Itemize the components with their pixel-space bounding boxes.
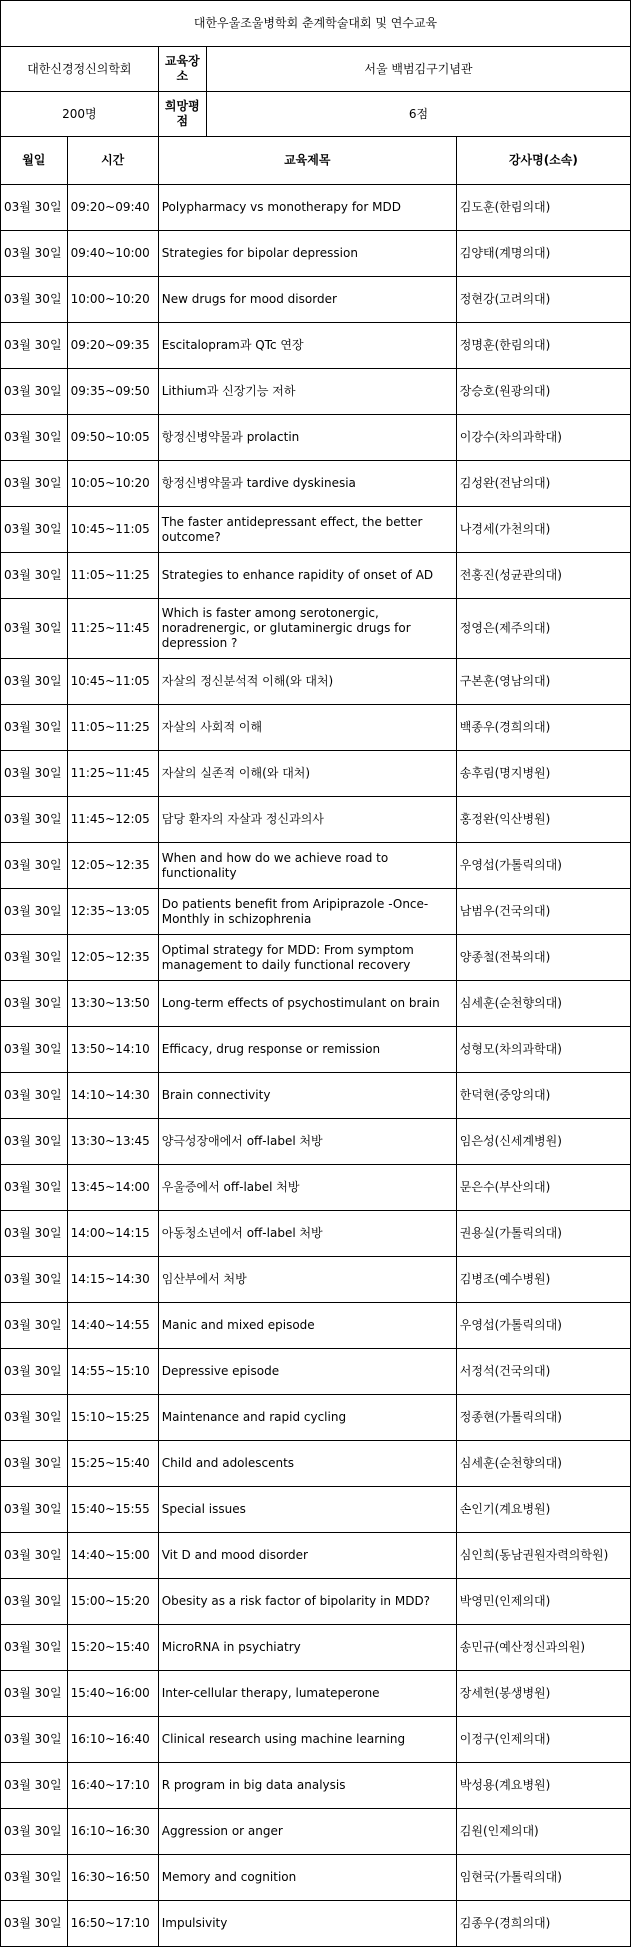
session-date: 03월 30일	[1, 659, 68, 705]
session-time: 14:40~14:55	[67, 1303, 158, 1349]
event-title: 대한우울조울병학회 춘계학술대회 및 연수교육	[1, 1, 631, 47]
session-speaker: 장세헌(봉생병원)	[456, 1671, 630, 1717]
session-date: 03월 30일	[1, 599, 68, 659]
session-speaker: 한덕현(중앙의대)	[456, 1073, 630, 1119]
session-title: Polypharmacy vs monotherapy for MDD	[158, 185, 456, 231]
table-row	[1, 1349, 631, 1395]
session-speaker: 홍정완(익산병원)	[456, 797, 630, 843]
session-title: Obesity as a risk factor of bipolarity in MDD?	[158, 1579, 456, 1625]
session-speaker: 서정석(건국의대)	[456, 1349, 630, 1395]
session-title: Strategies for bipolar depression	[158, 231, 456, 277]
session-speaker: 정명훈(한림의대)	[456, 323, 630, 369]
session-speaker: 박영민(인제의대)	[456, 1579, 630, 1625]
table-row	[1, 1717, 631, 1763]
session-title: 자살의 사회적 이해	[158, 705, 456, 751]
table-row	[1, 981, 631, 1027]
session-speaker: 남범우(건국의대)	[456, 889, 630, 935]
column-header-title: 교육제목	[158, 137, 456, 185]
session-date: 03월 30일	[1, 1487, 68, 1533]
session-speaker: 박성용(계요병원)	[456, 1763, 630, 1809]
session-speaker: 심인희(동남권원자력의학원)	[456, 1533, 630, 1579]
session-speaker: 송민규(예산정신과의원)	[456, 1625, 630, 1671]
table-row	[1, 1119, 631, 1165]
session-date: 03월 30일	[1, 1303, 68, 1349]
table-row	[1, 1441, 631, 1487]
session-time: 15:25~15:40	[67, 1441, 158, 1487]
session-title: 자살의 실존적 이해(와 대처)	[158, 751, 456, 797]
column-header-speaker: 강사명(소속)	[456, 137, 630, 185]
session-time: 16:50~17:10	[67, 1901, 158, 1947]
column-header-time: 시간	[67, 137, 158, 185]
table-row	[1, 1901, 631, 1947]
session-time: 10:00~10:20	[67, 277, 158, 323]
session-date: 03월 30일	[1, 1395, 68, 1441]
session-date: 03월 30일	[1, 1625, 68, 1671]
venue-label: 교육장소	[158, 47, 206, 92]
session-time: 16:10~16:40	[67, 1717, 158, 1763]
session-speaker: 문은수(부산의대)	[456, 1165, 630, 1211]
session-date: 03월 30일	[1, 843, 68, 889]
session-speaker: 임현국(가톨릭의대)	[456, 1855, 630, 1901]
session-title: Optimal strategy for MDD: From symptom management to daily functional recovery	[158, 935, 456, 981]
session-time: 13:45~14:00	[67, 1165, 158, 1211]
session-time: 16:40~17:10	[67, 1763, 158, 1809]
session-speaker: 전홍진(성균관의대)	[456, 553, 630, 599]
session-time: 14:15~14:30	[67, 1257, 158, 1303]
session-title: Lithium과 신장기능 저하	[158, 369, 456, 415]
session-title: 담당 환자의 자살과 정신과의사	[158, 797, 456, 843]
session-speaker: 김병조(예수병원)	[456, 1257, 630, 1303]
table-row	[1, 1027, 631, 1073]
session-time: 14:00~14:15	[67, 1211, 158, 1257]
session-speaker: 성형모(차의과학대)	[456, 1027, 630, 1073]
session-time: 15:20~15:40	[67, 1625, 158, 1671]
session-title: 우울증에서 off-label 처방	[158, 1165, 456, 1211]
table-row	[1, 1809, 631, 1855]
session-date: 03월 30일	[1, 1901, 68, 1947]
session-time: 14:40~15:00	[67, 1533, 158, 1579]
session-speaker: 이정구(인제의대)	[456, 1717, 630, 1763]
session-date: 03월 30일	[1, 981, 68, 1027]
session-time: 14:10~14:30	[67, 1073, 158, 1119]
session-time: 12:05~12:35	[67, 843, 158, 889]
session-date: 03월 30일	[1, 889, 68, 935]
session-title: MicroRNA in psychiatry	[158, 1625, 456, 1671]
session-speaker: 김도훈(한림의대)	[456, 185, 630, 231]
table-row	[1, 659, 631, 705]
session-time: 15:40~15:55	[67, 1487, 158, 1533]
session-title: Long-term effects of psychostimulant on brain	[158, 981, 456, 1027]
session-title: Vit D and mood disorder	[158, 1533, 456, 1579]
session-title: Impulsivity	[158, 1901, 456, 1947]
session-title: Efficacy, drug response or remission	[158, 1027, 456, 1073]
session-speaker: 김원(인제의대)	[456, 1809, 630, 1855]
session-time: 09:35~09:50	[67, 369, 158, 415]
credits-label: 희망평점	[158, 92, 206, 137]
session-time: 11:25~11:45	[67, 599, 158, 659]
table-row	[1, 1579, 631, 1625]
session-speaker: 장승호(원광의대)	[456, 369, 630, 415]
session-date: 03월 30일	[1, 1579, 68, 1625]
session-date: 03월 30일	[1, 705, 68, 751]
session-date: 03월 30일	[1, 1073, 68, 1119]
session-time: 09:40~10:00	[67, 231, 158, 277]
session-speaker: 정현강(고려의대)	[456, 277, 630, 323]
table-row	[1, 1487, 631, 1533]
session-time: 09:50~10:05	[67, 415, 158, 461]
session-date: 03월 30일	[1, 277, 68, 323]
session-date: 03월 30일	[1, 1533, 68, 1579]
session-time: 12:35~13:05	[67, 889, 158, 935]
table-row	[1, 231, 631, 277]
session-time: 10:45~11:05	[67, 507, 158, 553]
session-title: Clinical research using machine learning	[158, 1717, 456, 1763]
session-date: 03월 30일	[1, 1441, 68, 1487]
table-row	[1, 1073, 631, 1119]
session-speaker: 심세훈(순천향의대)	[456, 981, 630, 1027]
session-time: 16:30~16:50	[67, 1855, 158, 1901]
session-title: Manic and mixed episode	[158, 1303, 456, 1349]
session-speaker: 구본훈(영남의대)	[456, 659, 630, 705]
session-title: 아동청소년에서 off-label 처방	[158, 1211, 456, 1257]
table-row	[1, 1257, 631, 1303]
session-date: 03월 30일	[1, 553, 68, 599]
session-title: Which is faster among serotonergic, noradrenergic, or glutaminergic drugs for depression ?	[158, 599, 456, 659]
session-speaker: 김양태(계명의대)	[456, 231, 630, 277]
session-date: 03월 30일	[1, 751, 68, 797]
session-speaker: 송후림(명지병원)	[456, 751, 630, 797]
session-date: 03월 30일	[1, 1027, 68, 1073]
table-row	[1, 1533, 631, 1579]
session-title: Depressive episode	[158, 1349, 456, 1395]
session-title: Special issues	[158, 1487, 456, 1533]
session-date: 03월 30일	[1, 507, 68, 553]
session-time: 16:10~16:30	[67, 1809, 158, 1855]
session-title: 항정신병약물과 tardive dyskinesia	[158, 461, 456, 507]
session-speaker: 나경세(가천의대)	[456, 507, 630, 553]
session-time: 13:30~13:50	[67, 981, 158, 1027]
session-title: Inter-cellular therapy, lumateperone	[158, 1671, 456, 1717]
session-speaker: 김성완(전남의대)	[456, 461, 630, 507]
table-row	[1, 1395, 631, 1441]
session-speaker: 이강수(차의과학대)	[456, 415, 630, 461]
table-row	[1, 553, 631, 599]
session-date: 03월 30일	[1, 935, 68, 981]
session-date: 03월 30일	[1, 323, 68, 369]
column-header-row	[1, 137, 631, 185]
session-time: 11:25~11:45	[67, 751, 158, 797]
session-speaker: 손인기(계요병원)	[456, 1487, 630, 1533]
table-row	[1, 751, 631, 797]
session-title: When and how do we achieve road to functionality	[158, 843, 456, 889]
session-title: 임산부에서 처방	[158, 1257, 456, 1303]
table-row	[1, 461, 631, 507]
table-row	[1, 1165, 631, 1211]
organizer: 대한신경정신의학회	[1, 47, 159, 92]
session-time: 13:50~14:10	[67, 1027, 158, 1073]
table-row	[1, 889, 631, 935]
table-row	[1, 1855, 631, 1901]
session-title: Child and adolescents	[158, 1441, 456, 1487]
session-title: 자살의 정신분석적 이해(와 대처)	[158, 659, 456, 705]
session-time: 10:05~10:20	[67, 461, 158, 507]
session-time: 15:00~15:20	[67, 1579, 158, 1625]
session-date: 03월 30일	[1, 1257, 68, 1303]
table-row	[1, 797, 631, 843]
session-date: 03월 30일	[1, 185, 68, 231]
session-date: 03월 30일	[1, 1855, 68, 1901]
session-speaker: 양종철(전북의대)	[456, 935, 630, 981]
column-header-date: 월일	[1, 137, 68, 185]
session-time: 12:05~12:35	[67, 935, 158, 981]
session-title: Aggression or anger	[158, 1809, 456, 1855]
session-speaker: 백종우(경희의대)	[456, 705, 630, 751]
session-date: 03월 30일	[1, 1671, 68, 1717]
session-title: Do patients benefit from Aripiprazole -Once-Monthly in schizophrenia	[158, 889, 456, 935]
table-row	[1, 277, 631, 323]
session-time: 10:45~11:05	[67, 659, 158, 705]
session-date: 03월 30일	[1, 1165, 68, 1211]
session-speaker: 정종현(가톨릭의대)	[456, 1395, 630, 1441]
table-row	[1, 1303, 631, 1349]
session-time: 11:05~11:25	[67, 705, 158, 751]
session-title: 항정신병약물과 prolactin	[158, 415, 456, 461]
session-speaker: 정영은(제주의대)	[456, 599, 630, 659]
session-date: 03월 30일	[1, 797, 68, 843]
table-row	[1, 935, 631, 981]
session-date: 03월 30일	[1, 1119, 68, 1165]
session-speaker: 권용실(가톨릭의대)	[456, 1211, 630, 1257]
session-title: Brain connectivity	[158, 1073, 456, 1119]
session-title: Strategies to enhance rapidity of onset of AD	[158, 553, 456, 599]
table-row	[1, 415, 631, 461]
table-row	[1, 599, 631, 659]
table-row	[1, 507, 631, 553]
session-speaker: 김종우(경희의대)	[456, 1901, 630, 1947]
table-row	[1, 323, 631, 369]
session-time: 13:30~13:45	[67, 1119, 158, 1165]
venue: 서울 백범김구기념관	[206, 47, 630, 92]
session-speaker: 심세훈(순천향의대)	[456, 1441, 630, 1487]
session-date: 03월 30일	[1, 1809, 68, 1855]
session-speaker: 우영섭(가톨릭의대)	[456, 843, 630, 889]
session-date: 03월 30일	[1, 1349, 68, 1395]
session-date: 03월 30일	[1, 1763, 68, 1809]
session-speaker: 우영섭(가톨릭의대)	[456, 1303, 630, 1349]
session-title: Maintenance and rapid cycling	[158, 1395, 456, 1441]
session-speaker: 임은성(신세계병원)	[456, 1119, 630, 1165]
table-row	[1, 843, 631, 889]
table-row	[1, 1671, 631, 1717]
session-time: 11:45~12:05	[67, 797, 158, 843]
session-date: 03월 30일	[1, 1717, 68, 1763]
session-time: 11:05~11:25	[67, 553, 158, 599]
session-title: New drugs for mood disorder	[158, 277, 456, 323]
table-row	[1, 369, 631, 415]
credits: 6점	[206, 92, 630, 137]
session-title: 양극성장애에서 off-label 처방	[158, 1119, 456, 1165]
session-time: 09:20~09:40	[67, 185, 158, 231]
table-row	[1, 1211, 631, 1257]
session-time: 15:40~16:00	[67, 1671, 158, 1717]
session-title: Memory and cognition	[158, 1855, 456, 1901]
session-title: R program in big data analysis	[158, 1763, 456, 1809]
session-date: 03월 30일	[1, 415, 68, 461]
table-row	[1, 1763, 631, 1809]
session-time: 09:20~09:35	[67, 323, 158, 369]
session-date: 03월 30일	[1, 1211, 68, 1257]
session-title: Escitalopram과 QTc 연장	[158, 323, 456, 369]
session-date: 03월 30일	[1, 231, 68, 277]
session-date: 03월 30일	[1, 369, 68, 415]
attendance: 200명	[1, 92, 159, 137]
session-title: The faster antidepressant effect, the better outcome?	[158, 507, 456, 553]
session-time: 14:55~15:10	[67, 1349, 158, 1395]
session-time: 15:10~15:25	[67, 1395, 158, 1441]
session-date: 03월 30일	[1, 461, 68, 507]
table-row	[1, 185, 631, 231]
table-row	[1, 705, 631, 751]
table-row	[1, 1625, 631, 1671]
